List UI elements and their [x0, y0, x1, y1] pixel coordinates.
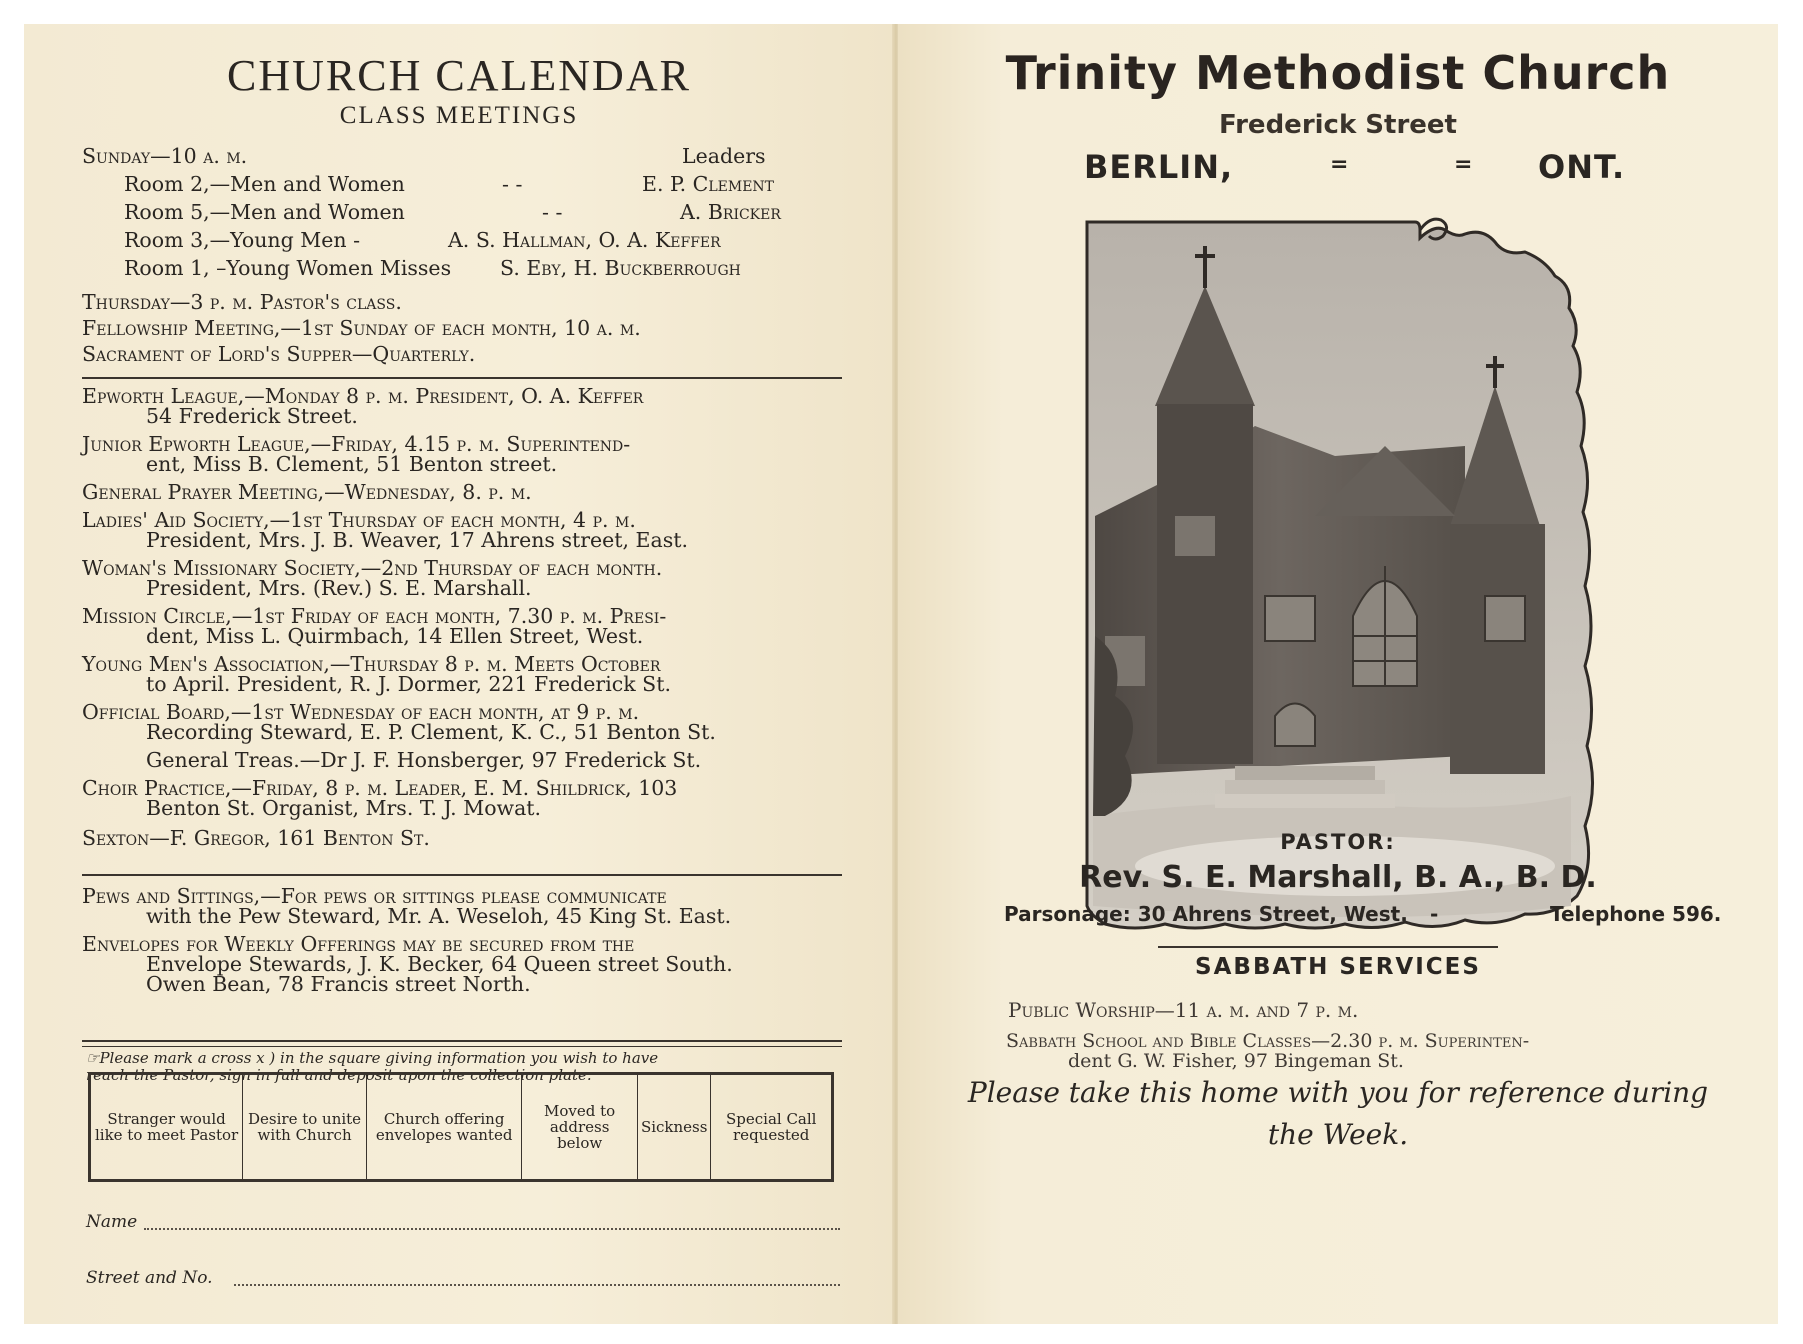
class-dashes: - -: [542, 200, 563, 224]
envelopes-line: Envelope Stewards, J. K. Becker, 64 Queen street South.: [146, 952, 733, 976]
class-room: Room 5,—Men and Women: [124, 200, 405, 224]
city: BERLIN,: [1084, 148, 1234, 186]
note-line: ☞Please mark a cross x ) in the square giving information you wish to have: [86, 1049, 659, 1067]
sunday-heading: Sunday—10 a. m.: [82, 144, 248, 168]
church-street: Frederick Street: [1219, 110, 1457, 140]
society-line: 54 Frederick Street.: [146, 404, 358, 428]
pastor-label: PASTOR:: [1280, 830, 1396, 854]
right-page: [898, 24, 1778, 1324]
class-leader: E. P. Clement: [642, 172, 775, 196]
church-name: Trinity Methodist Church: [1005, 46, 1671, 100]
society-line: General Treas.—Dr J. F. Honsberger, 97 Frederick St.: [146, 748, 702, 772]
divider: [82, 377, 842, 379]
class-room: Room 2,—Men and Women: [124, 172, 405, 196]
society-line: President, Mrs. J. B. Weaver, 17 Ahrens street, East.: [146, 528, 689, 552]
society-line: President, Mrs. (Rev.) S. E. Marshall.: [146, 576, 532, 600]
city-separator: =: [1454, 152, 1473, 177]
society-line: Mission Circle,—1st Friday of each month, 7.30 p. m. Presi-: [82, 604, 667, 628]
society-line: Choir Practice,—Friday, 8 p. m. Leader, E. M. Shildrick, 103: [82, 776, 678, 800]
closing-note: the Week.: [1267, 1118, 1409, 1151]
pews-line: Pews and Sittings,—For pews or sittings please communicate: [82, 884, 667, 908]
double-divider: [82, 1040, 842, 1047]
fellowship-meeting: Fellowship Meeting,—1st Sunday of each month, 10 a. m.: [82, 316, 641, 340]
society-line: Ladies' Aid Society,—1st Thursday of each month, 4 p. m.: [82, 508, 636, 532]
province: ONT.: [1538, 148, 1626, 186]
telephone: Telephone 596.: [1550, 902, 1722, 926]
class-dashes: - -: [502, 172, 523, 196]
checkbox-moved[interactable]: Moved to address below: [522, 1074, 638, 1181]
thursday-class: Thursday—3 p. m. Pastor's class.: [82, 290, 402, 314]
society-line: Woman's Missionary Society,—2nd Thursday of each month.: [82, 556, 663, 580]
calendar-title: CHURCH CALENDAR: [227, 51, 691, 100]
city-separator: =: [1330, 152, 1349, 177]
society-line: Epworth League,—Monday 8 p. m. President, O. A. Keffer: [82, 384, 644, 408]
society-line: Young Men's Association,—Thursday 8 p. m. Meets October: [82, 652, 661, 676]
pastor-checkbox-grid: [88, 1072, 834, 1182]
class-leader: A. S. Hallman, O. A. Keffer: [448, 228, 721, 252]
society-line: to April. President, R. J. Dormer, 221 Frederick St.: [146, 672, 671, 696]
envelopes-line: Envelopes for Weekly Offerings may be secured from the: [82, 932, 635, 956]
leaders-header: Leaders: [682, 144, 766, 168]
society-line: Sexton—F. Gregor, 161 Benton St.: [82, 826, 430, 850]
left-page: [24, 24, 894, 1324]
closing-note: Please take this home with you for reference during: [967, 1076, 1709, 1109]
class-room: Room 3,—Young Men -: [124, 228, 361, 252]
class-leader: A. Bricker: [680, 200, 781, 224]
sabbath-title: SABBATH SERVICES: [1195, 954, 1481, 980]
street-label: Street and No.: [86, 1268, 213, 1288]
society-line: Junior Epworth League,—Friday, 4.15 p. m. Superintend-: [82, 432, 631, 456]
society-line: Benton St. Organist, Mrs. T. J. Mowat.: [146, 796, 542, 820]
society-line: General Prayer Meeting,—Wednesday, 8. p. m.: [82, 480, 532, 504]
class-leader: S. Eby, H. Buckberrough: [500, 256, 741, 280]
checkbox-unite[interactable]: Desire to unite with Church: [243, 1074, 367, 1181]
checkbox-special-call[interactable]: Special Call requested: [711, 1074, 833, 1181]
checkbox-envelopes[interactable]: Church offering envelopes wanted: [366, 1074, 521, 1181]
society-line: Recording Steward, E. P. Clement, K. C., 51 Benton St.: [146, 720, 716, 744]
checkbox-sickness[interactable]: Sickness: [637, 1074, 711, 1181]
divider: [82, 874, 842, 876]
name-field[interactable]: [144, 1228, 840, 1230]
name-label: Name: [86, 1212, 138, 1232]
pastor-name: Rev. S. E. Marshall, B. A., B. D.: [1079, 860, 1597, 895]
street-field[interactable]: [234, 1284, 840, 1286]
sabbath-school: dent G. W. Fisher, 97 Bingeman St.: [1068, 1050, 1404, 1072]
sacrament: Sacrament of Lord's Supper—Quarterly.: [82, 342, 476, 366]
checkbox-stranger[interactable]: Stranger would like to meet Pastor: [90, 1074, 243, 1181]
note-line: reach the Pastor, sign in full and deposit upon the collection plate.: [86, 1066, 592, 1084]
society-line: dent, Miss L. Quirmbach, 14 Ellen Street, West.: [146, 624, 644, 648]
public-worship: Public Worship—11 a. m. and 7 p. m.: [1008, 998, 1359, 1022]
society-line: Official Board,—1st Wednesday of each month, at 9 p. m.: [82, 700, 640, 724]
envelopes-line: Owen Bean, 78 Francis street North.: [146, 972, 531, 996]
sabbath-school: Sabbath School and Bible Classes—2.30 p. m. Superinten-: [1006, 1030, 1530, 1052]
divider: [1158, 946, 1498, 948]
pews-line: with the Pew Steward, Mr. A. Weseloh, 45 King St. East.: [146, 904, 732, 928]
calendar-subtitle: CLASS MEETINGS: [339, 102, 579, 129]
society-line: ent, Miss B. Clement, 51 Benton street.: [146, 452, 558, 476]
parsonage-separator: -: [1430, 902, 1439, 926]
class-room: Room 1, –Young Women Misses: [124, 256, 452, 280]
parsonage-address: Parsonage: 30 Ahrens Street, West.: [1004, 902, 1408, 926]
